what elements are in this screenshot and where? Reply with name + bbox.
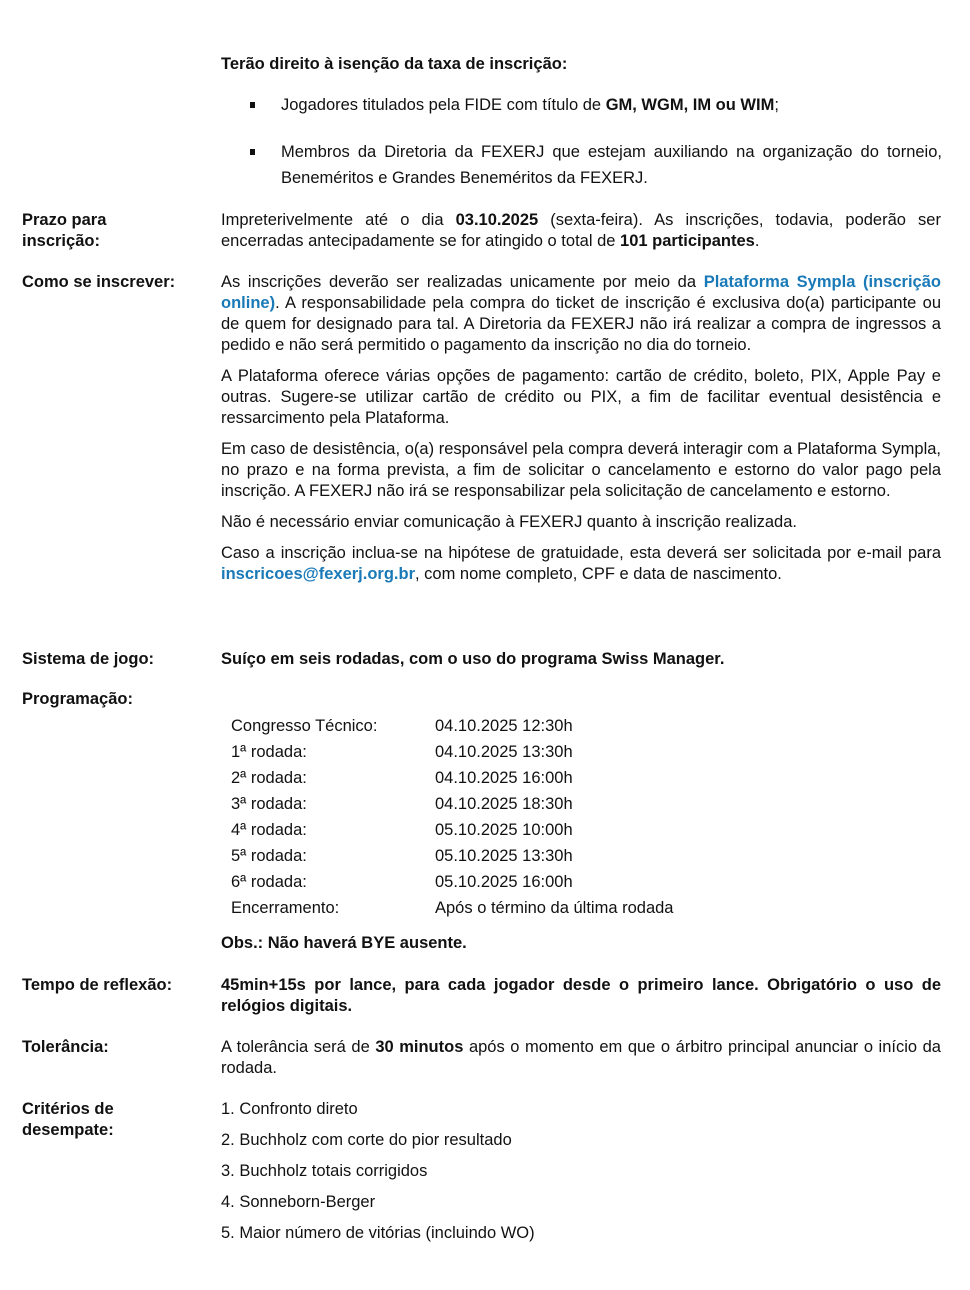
- schedule-note: Obs.: Não haverá BYE ausente.: [221, 934, 467, 952]
- tiebreak-item: 2. Buchholz com corte do pior resultado: [221, 1131, 512, 1149]
- square-bullet-icon: [250, 102, 255, 108]
- schedule-row: Congresso Técnico: 04.10.2025 12:30h: [231, 717, 573, 735]
- tiebreak-item: 3. Buchholz totais corrigidos: [221, 1162, 428, 1180]
- square-bullet-icon: [250, 149, 255, 155]
- sympla-platform-link[interactable]: Plataforma Sympla (inscrição online): [221, 273, 941, 312]
- fide-titles: GM, WGM, IM ou WIM: [605, 96, 775, 114]
- schedule-row: 6ª rodada: 05.10.2025 16:00h: [231, 873, 573, 891]
- exemption-item: Membros da Diretoria da FEXERJ que estejam auxiliando na organização do torneio, Beneméritos e Grandes Beneméritos da FEXERJ.: [250, 139, 942, 191]
- how-to-register-text: As inscrições deverão ser realizadas unicamente por meio da Plataforma Sympla (inscrição online). A responsabilidade pela compra do ticket de inscrição é exclusiva do(a) participante ou de quem for designado para tal. A Diretoria da FEXERJ não irá realizar a compra de ingressos a pedido e não será permitido o pagamento da inscrição no dia do torneio. A Plataforma oferece várias opções de pagamento: cartão de crédito, boleto, PIX, Apple Pay e outras. Sugere-se utilizar cartão de crédito ou PIX, a fim de facilitar eventual desistência e ressarcimento pela Plataforma. Em caso de desistência, o(a) responsável pela compra deverá interagir com a Plataforma Sympla, no prazo e na forma prevista, a fim de solicitar o cancelamento e estorno do valor pago pela inscrição. A FEXERJ não irá se responsabilizar pela solicitação de cancelamento e estorno. Não é necessário enviar comunicação à FEXERJ quanto à inscrição realizada. Caso a inscrição inclua-se na hipótese de gratuidade, esta deverá ser solicitada por e-mail para inscricoes@fexerj.org.br, com nome completo, CPF e data de nascimento.: [221, 273, 941, 583]
- deadline-label: Prazo para inscrição:: [22, 211, 107, 250]
- exemption-item: Jogadores titulados pela FIDE com título de GM, WGM, IM ou WIM;: [250, 92, 942, 118]
- exemption-heading: Terão direito à isenção da taxa de inscrição:: [221, 55, 568, 73]
- deadline-date: 03.10.2025: [455, 211, 539, 229]
- schedule-label: Programação:: [22, 690, 133, 708]
- tiebreak-item: 1. Confronto direto: [221, 1100, 358, 1118]
- deadline-text: Impreterivelmente até o dia 03.10.2025 (sexta-feira). As inscrições, todavia, poderão ser encerradas antecipadamente se for atingido o total de 101 participantes.: [221, 211, 941, 250]
- schedule-row: 2ª rodada: 04.10.2025 16:00h: [231, 769, 573, 787]
- tiebreak-item: 5. Maior número de vitórias (incluindo WO): [221, 1224, 535, 1242]
- schedule-row: 1ª rodada: 04.10.2025 13:30h: [231, 743, 573, 761]
- time-control-value: 45min+15s por lance, para cada jogador desde o primeiro lance. Obrigatório o uso de relógios digitais.: [221, 976, 941, 1015]
- game-system-label: Sistema de jogo:: [22, 650, 155, 668]
- tiebreak-item: 4. Sonneborn-Berger: [221, 1193, 376, 1211]
- tiebreak-label: Critérios de desempate:: [22, 1100, 114, 1139]
- how-to-register-label: Como se inscrever:: [22, 273, 176, 291]
- registration-email-link[interactable]: inscricoes@fexerj.org.br: [221, 565, 415, 583]
- time-control-label: Tempo de reflexão:: [22, 976, 173, 994]
- tolerance-duration: 30 minutos: [375, 1038, 464, 1056]
- tolerance-value: A tolerância será de 30 minutos após o momento em que o árbitro principal anunciar o início da rodada.: [221, 1038, 941, 1077]
- schedule-row: 5ª rodada: 05.10.2025 13:30h: [231, 847, 573, 865]
- participant-limit: 101 participantes: [620, 232, 755, 250]
- tolerance-label: Tolerância:: [22, 1038, 109, 1056]
- schedule-row: 4ª rodada: 05.10.2025 10:00h: [231, 821, 573, 839]
- tiebreak-list: [221, 1099, 535, 1254]
- schedule-table: [231, 713, 673, 921]
- game-system-value: Suíço em seis rodadas, com o uso do programa Swiss Manager.: [221, 650, 725, 668]
- schedule-row: 3ª rodada: 04.10.2025 18:30h: [231, 795, 573, 813]
- schedule-row: Encerramento: Após o término da última rodada: [231, 899, 674, 917]
